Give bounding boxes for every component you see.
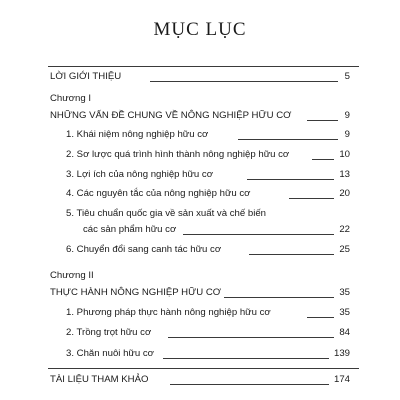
toc-leader [289,198,334,199]
toc-leader [249,254,334,255]
toc-entry-label: 3. Lợi ích của nông nghiệp hữu cơ [66,169,214,180]
toc-entry-label: 2. Sơ lược quá trình hình thành nông nghiệp hữu cơ [66,149,290,160]
toc-entry-label: 6. Chuyển đổi sang canh tác hữu cơ [66,244,222,255]
toc-entry-label: các sản phẩm hữu cơ [83,224,177,235]
toc-entry[interactable] [0,207,400,221]
toc-leader [247,179,334,180]
toc-entry-page: 35 [339,287,350,298]
toc-leader [150,81,338,82]
toc-entry-page: 25 [339,244,350,255]
toc-entry-page: 139 [333,348,350,359]
toc-entry[interactable] [0,243,400,257]
toc-entry-label: LỜI GIỚI THIỆU [50,71,122,82]
toc-entry-label: 1. Phương pháp thực hành nông nghiệp hữu cơ [66,307,271,318]
toc-entry[interactable] [0,128,400,142]
toc-leader [307,317,334,318]
toc-leader [312,159,334,160]
toc-entry[interactable] [0,148,400,162]
toc-entry-label: 3. Chăn nuôi hữu cơ [66,348,154,359]
toc-entry[interactable] [0,326,400,340]
top-divider [48,66,359,67]
bottom-divider [48,368,359,369]
toc-entry-label: THỰC HÀNH NÔNG NGHIỆP HỮU CƠ [50,287,222,298]
toc-entry-page: 22 [339,224,350,235]
toc-entry[interactable] [0,306,400,320]
toc-entry-page: 9 [344,129,350,140]
toc-entry-page: 84 [339,327,350,338]
toc-entry-page: 13 [339,169,350,180]
toc-entry-label: 5. Tiêu chuẩn quốc gia về sản xuất và chế biến [66,208,267,219]
toc-entry[interactable] [0,187,400,201]
toc-leader [170,384,329,385]
toc-leader [183,234,334,235]
toc-entry-page: 5 [344,71,350,82]
toc-leader [238,139,338,140]
toc-entry[interactable] [0,168,400,182]
toc-chapter-title[interactable] [0,109,400,123]
toc-entry-references[interactable] [0,373,400,387]
toc-entry-label: TÀI LIỆU THAM KHẢO [50,374,149,385]
toc-leader [168,337,334,338]
page-title: MỤC LỤC [153,19,247,40]
toc-entry-page: 10 [339,149,350,160]
toc-entry-page: 174 [333,374,350,385]
toc-entry-page: 35 [339,307,350,318]
toc-chapter-title[interactable] [0,286,400,300]
toc-entry-label: 4. Các nguyên tắc của nông nghiệp hữu cơ [66,188,251,199]
chapter-heading: Chương II [50,270,94,281]
toc-leader [224,297,334,298]
toc-leader [307,120,338,121]
toc-entry-label: 2. Trồng trọt hữu cơ [66,327,152,338]
toc-entry-label: 1. Khái niệm nông nghiệp hữu cơ [66,129,209,140]
toc-leader [163,358,329,359]
toc-entry-page: 9 [344,110,350,121]
toc-entry[interactable] [0,347,400,361]
toc-entry-continued[interactable] [0,223,400,237]
toc-entry-intro[interactable] [0,70,400,84]
toc-entry-label: NHỮNG VẤN ĐỀ CHUNG VỀ NÔNG NGHIỆP HỮU CƠ [50,110,292,121]
toc-entry-page: 20 [339,188,350,199]
chapter-heading: Chương I [50,93,91,104]
